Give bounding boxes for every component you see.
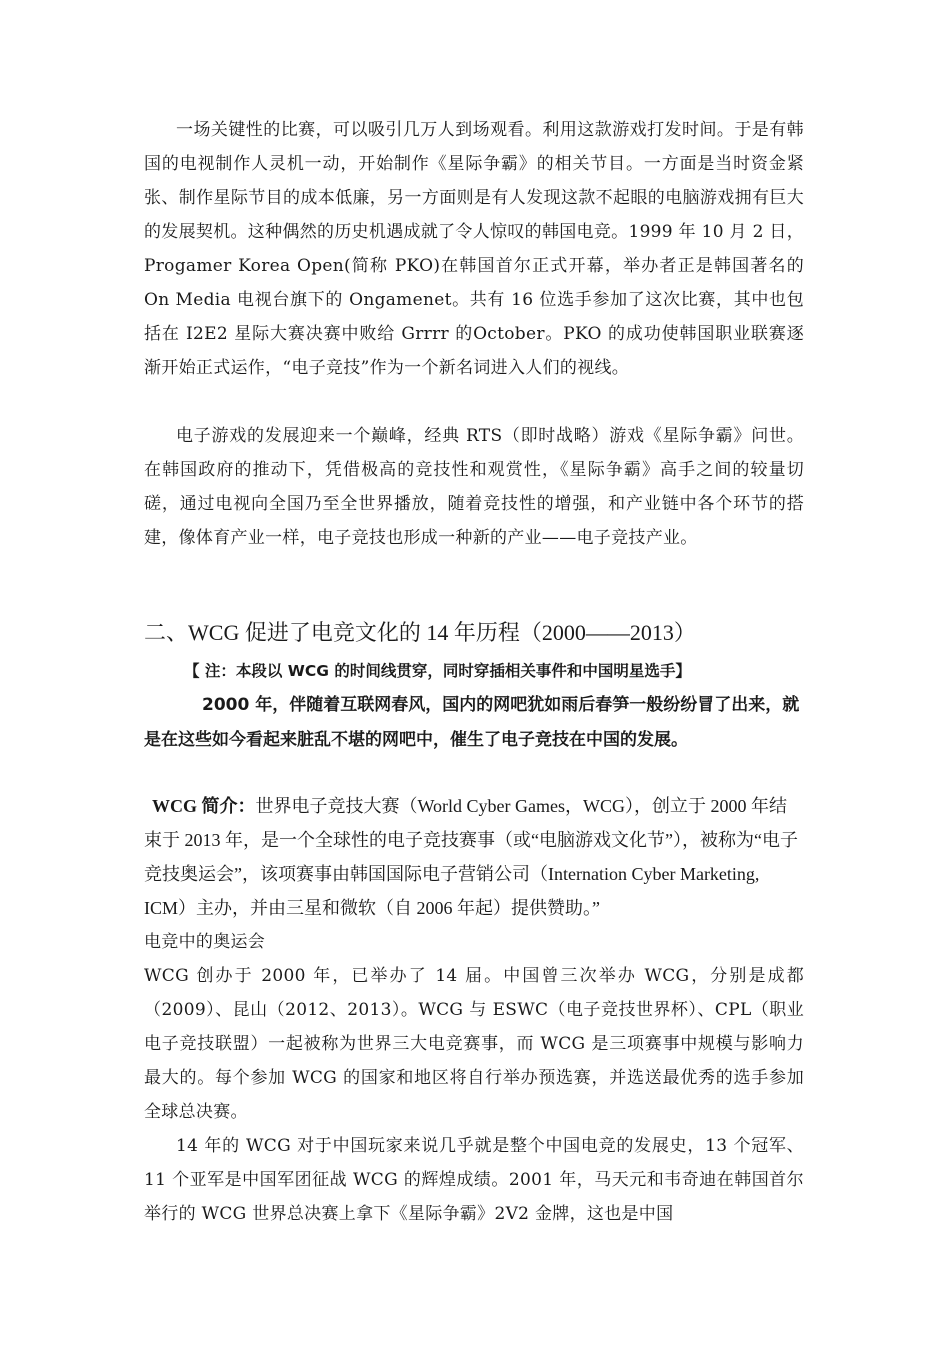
section-heading-wcg-history: 二、WCG 促进了电竞文化的 14 年历程（2000——2013）: [144, 620, 696, 645]
section-note: 【 注：本段以 WCG 的时间线贯穿，同时穿插相关事件和中国明星选手】: [184, 662, 691, 680]
wcg-intro-text: 世界电子竞技大赛（World Cyber Games，WCG），创立于 2000 年结束于 2013 年，是一个全球性的电子竞技赛事（或“电脑游戏文化节”），被称为“电子竞技奥运会”，该项赛事由韩国国际电子营销公司（Internation Cyber Marketing, ICM）主办，并由三星和微软（自 2006 年起）提供赞助。”: [144, 796, 798, 918]
paragraph-internet-cafes-2000: 2000 年，伴随着互联网春风，国内的网吧犹如雨后春笋一般纷纷冒了出来，就是在这些如今看起来脏乱不堪的网吧中，催生了电子竞技在中国的发展。: [144, 695, 800, 750]
paragraph-china-wcg-history: 14 年的 WCG 对于中国玩家来说几乎就是整个中国电竞的发展史，13 个冠军、11 个亚军是中国军团征战 WCG 的辉煌成绩。2001 年，马天元和韦奇迪在韩国首尔举行的 WCG 世界总决赛上拿下《星际争霸》2V2 金牌，这也是中国: [144, 1136, 804, 1224]
sub-heading-olympics-of-esports: 电竞中的奥运会: [144, 932, 266, 952]
paragraph-starcraft-industry: 电子游戏的发展迎来一个巅峰，经典 RTS（即时战略）游戏《星际争霸》问世。在韩国政府的推动下，凭借极高的竞技性和观赏性，《星际争霸》高手之间的较量切磋，通过电视向全国乃至全世界播放，随着竞技性的增强，和产业链中各个环节的搭建，像体育产业一样，电子竞技也形成一种新的产业——电子竞技产业。: [144, 426, 804, 548]
paragraph-wcg-overview: WCG 创办于 2000 年，已举办了 14 届。中国曾三次举办 WCG，分别是成都（2009）、昆山（2012、2013）。WCG 与 ESWC（电子竞技世界杯）、CPL（职业电子竞技联盟）一起被称为世界三大电竞赛事，而 WCG 是三项赛事中规模与影响力最大的。每个参加 WCG 的国家和地区将自行举办预选赛，并选送最优秀的选手参加全球总决赛。: [144, 966, 804, 1122]
paragraph-korean-esports-origin: 一场关键性的比赛，可以吸引几万人到场观看。利用这款游戏打发时间。于是有韩国的电视制作人灵机一动，开始制作《星际争霸》的相关节目。一方面是当时资金紧张、制作星际节目的成本低廉，另一方面则是有人发现这款不起眼的电脑游戏拥有巨大的发展契机。这种偶然的历史机遇成就了令人惊叹的韩国电竞。1999 年 10 月 2 日，Progamer Korea Open(简称 PKO)在韩国首尔正式开幕，举办者正是韩国著名的 On Media 电视台旗下的 Ongamenet。共有 16 位选手参加了这次比赛，其中也包括在 I2E2 星际大赛决赛中败给 Grrrr 的October。PKO 的成功使韩国职业联赛逐渐开始正式运作，“电子竞技”作为一个新名词进入人们的视线。: [144, 120, 804, 378]
wcg-intro-label: WCG 简介：: [152, 796, 256, 816]
wcg-introduction: [144, 789, 804, 925]
